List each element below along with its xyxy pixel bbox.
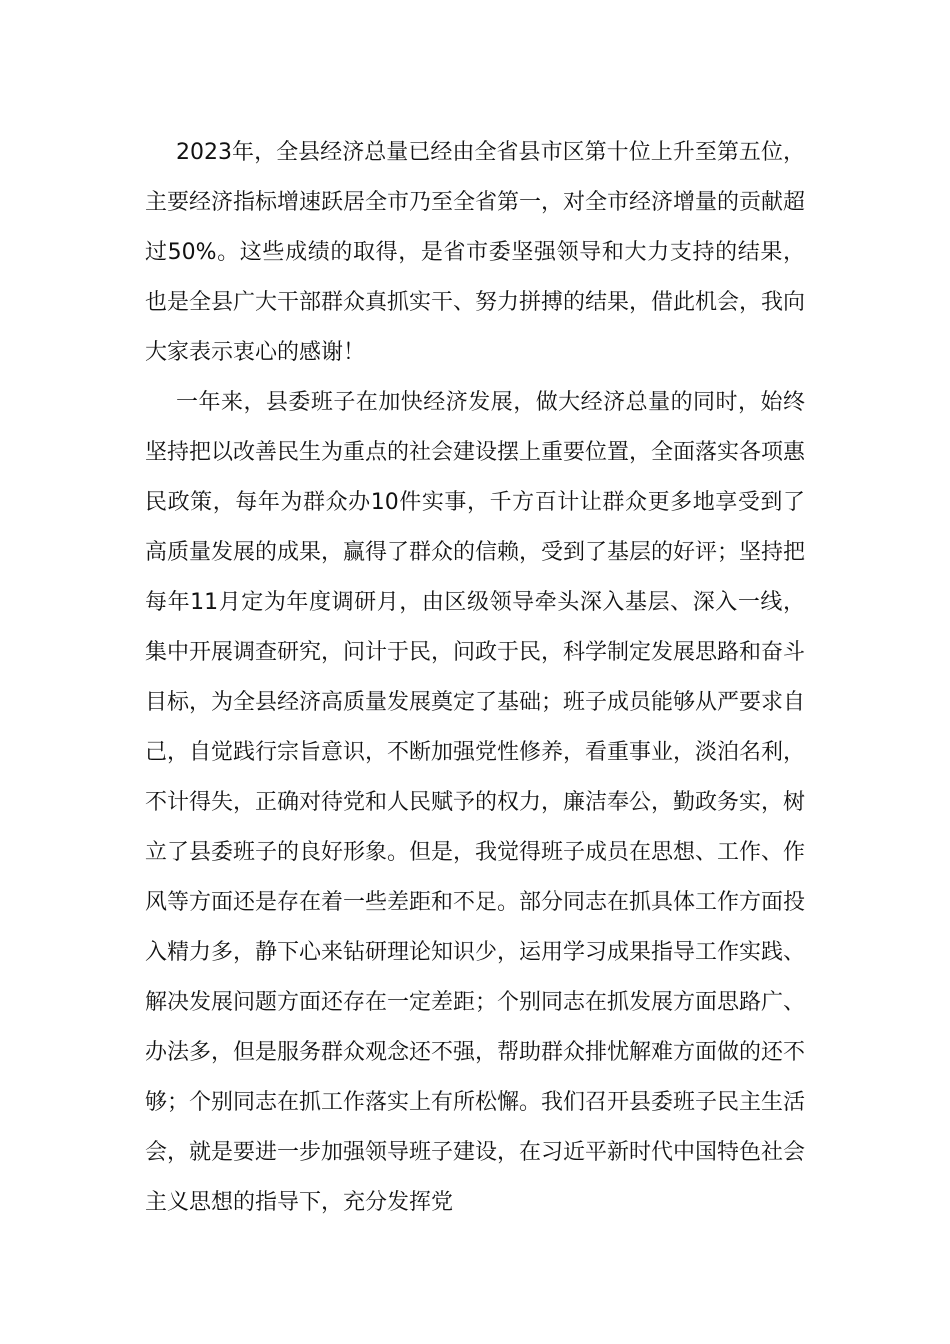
paragraph-economy-ranking: 2023年，全县经济总量已经由全省县市区第十位上升至第五位，主要经济指标增速跃居全市乃至全省第一，对全市经济增量的贡献超过50%。这些成绩的取得，是省市委坚强领导和大力支持的结果，也是全县广大干部群众真抓实干、努力拼搏的结果，借此机会，我向大家表示衷心的感谢！	[145, 140, 806, 365]
paragraph-committee-work: 一年来，县委班子在加快经济发展，做大经济总量的同时，始终坚持把以改善民生为重点的社会建设摆上重要位置，全面落实各项惠民政策，每年为群众办10件实事，千方百计让群众更多地享受到了高质量发展的成果，赢得了群众的信赖，受到了基层的好评；坚持把每年11月定为年度调研月，由区级领导牵头深入基层、深入一线，集中开展调查研究，问计于民，问政于民，科学制定发展思路和奋斗目标，为全县经济高质量发展奠定了基础；班子成员能够从严要求自己，自觉践行宗旨意识，不断加强党性修养，看重事业，淡泊名利，不计得失，正确对待党和人民赋予的权力，廉洁奉公，勤政务实，树立了县委班子的良好形象。但是，我觉得班子成员在思想、工作、作风等方面还是存在着一些差距和不足。部分同志在抓具体工作方面投入精力多，静下心来钻研理论知识少，运用学习成果指导工作实践、解决发展问题方面还存在一定差距；个别同志在抓发展方面思路广、办法多，但是服务群众观念还不强，帮助群众排忧解难方面做的还不够；个别同志在抓工作落实上有所松懈。我们召开县委班子民主生活会，就是要进一步加强领导班子建设，在习近平新时代中国特色社会主义思想的指导下，充分发挥党	[145, 390, 806, 1215]
document-body	[145, 128, 805, 1228]
